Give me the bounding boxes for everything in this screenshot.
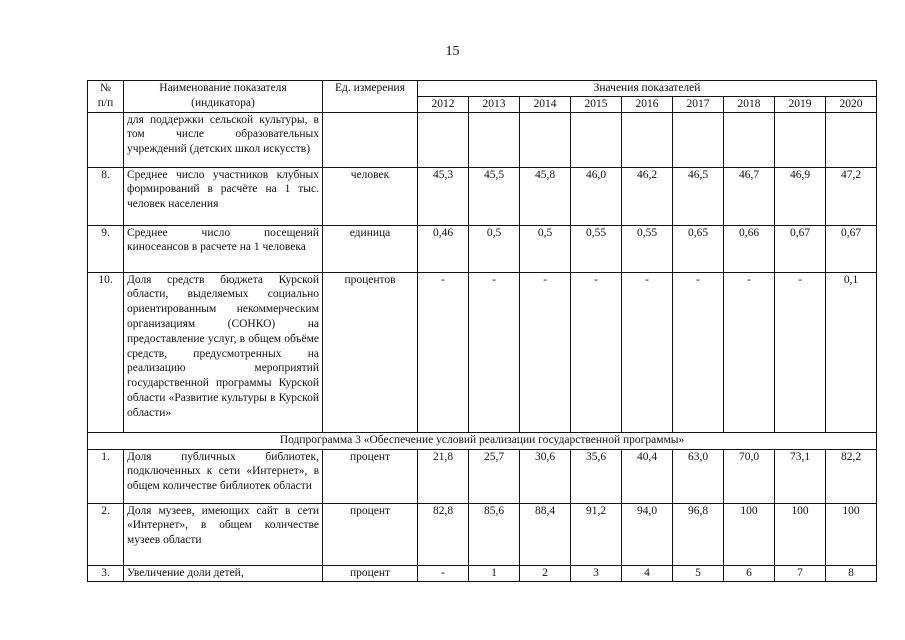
- indicator-value: 7: [775, 565, 826, 581]
- header-year: 2018: [724, 96, 775, 112]
- header-values-group: Значения показателей: [418, 81, 877, 97]
- indicator-value: 96,8: [673, 503, 724, 565]
- header-year: 2020: [826, 96, 877, 112]
- header-num: [88, 81, 124, 113]
- indicator-value: -: [775, 272, 826, 432]
- row-number: 9.: [88, 225, 124, 272]
- indicator-value: 82,2: [826, 449, 877, 503]
- indicator-value: 82,8: [418, 503, 469, 565]
- row-number: 3.: [88, 565, 124, 581]
- table-row: [88, 503, 877, 565]
- indicator-value: 6: [724, 565, 775, 581]
- indicator-value: -: [520, 272, 571, 432]
- indicator-value: [520, 112, 571, 167]
- header-year: 2017: [673, 96, 724, 112]
- section-title: Подпрограмма 3 «Обеспечение условий реализации государственной программы»: [88, 432, 877, 449]
- indicator-value: 40,4: [622, 449, 673, 503]
- header-unit: Ед. измерения: [323, 81, 418, 113]
- indicator-unit: процент: [323, 565, 418, 581]
- header-name-line1: Наименование показателя: [159, 82, 287, 94]
- row-number: 8.: [88, 167, 124, 225]
- table-row: [88, 112, 877, 167]
- indicator-value: 4: [622, 565, 673, 581]
- indicator-unit: процент: [323, 503, 418, 565]
- header-name-line2: (индикатора): [191, 96, 255, 109]
- indicator-value: 5: [673, 565, 724, 581]
- header-year: 2016: [622, 96, 673, 112]
- indicator-value: 100: [775, 503, 826, 565]
- table-row: [88, 449, 877, 503]
- indicator-value: 45,8: [520, 167, 571, 225]
- indicator-value: 100: [724, 503, 775, 565]
- indicator-name: Среднее число участников клубных формирований в расчёте на 1 тыс. человек населения: [124, 167, 323, 225]
- indicator-value: 8: [826, 565, 877, 581]
- indicator-value: 46,5: [673, 167, 724, 225]
- indicator-value: [469, 112, 520, 167]
- indicator-value: 70,0: [724, 449, 775, 503]
- row-number: 10.: [88, 272, 124, 432]
- indicator-value: 25,7: [469, 449, 520, 503]
- indicator-name: Доля средств бюджета Курской области, выделяемых социально ориентированным некоммерческим организациям (СОНКО) на предоставление услуг, в общем объёме средств, предусмотренных на реализацию мероприятий государственной программы Курской области «Развитие культуры в Курской области»: [124, 272, 323, 432]
- indicator-name: Увеличение доли детей,: [124, 565, 323, 581]
- indicator-value: [673, 112, 724, 167]
- indicator-value: -: [622, 272, 673, 432]
- indicator-value: 1: [469, 565, 520, 581]
- indicator-value: 0,5: [469, 225, 520, 272]
- indicator-value: 3: [571, 565, 622, 581]
- row-number: 2.: [88, 503, 124, 565]
- table-row: [88, 225, 877, 272]
- indicator-value: 21,8: [418, 449, 469, 503]
- header-num-line2: п/п: [97, 96, 114, 109]
- indicator-value: [571, 112, 622, 167]
- indicator-value: 0,55: [622, 225, 673, 272]
- indicator-value: [724, 112, 775, 167]
- indicator-value: -: [724, 272, 775, 432]
- indicator-value: -: [571, 272, 622, 432]
- indicator-value: 0,55: [571, 225, 622, 272]
- indicator-value: 0,1: [826, 272, 877, 432]
- indicator-value: 0,67: [826, 225, 877, 272]
- indicator-value: 0,65: [673, 225, 724, 272]
- indicator-value: 2: [520, 565, 571, 581]
- indicator-value: 47,2: [826, 167, 877, 225]
- indicator-value: 0,5: [520, 225, 571, 272]
- indicator-name: Среднее число посещений киносеансов в расчете на 1 человека: [124, 225, 323, 272]
- indicator-value: 63,0: [673, 449, 724, 503]
- indicator-unit: человек: [323, 167, 418, 225]
- indicator-unit: процент: [323, 449, 418, 503]
- indicator-value: 94,0: [622, 503, 673, 565]
- table-row: [88, 167, 877, 225]
- indicator-unit: [323, 112, 418, 167]
- indicator-value: 88,4: [520, 503, 571, 565]
- indicator-value: 73,1: [775, 449, 826, 503]
- indicator-value: 35,6: [571, 449, 622, 503]
- page-number: 15: [445, 44, 460, 59]
- indicator-value: 46,7: [724, 167, 775, 225]
- header-year: 2014: [520, 96, 571, 112]
- row-number: [88, 112, 124, 167]
- indicator-value: 30,6: [520, 449, 571, 503]
- table-row: [88, 565, 877, 581]
- header-name: [124, 81, 323, 113]
- indicator-value: 46,2: [622, 167, 673, 225]
- indicators-table: [87, 80, 877, 582]
- indicator-value: [622, 112, 673, 167]
- indicator-value: 0,67: [775, 225, 826, 272]
- indicator-value: 0,46: [418, 225, 469, 272]
- indicator-value: -: [418, 565, 469, 581]
- indicator-value: 0,66: [724, 225, 775, 272]
- indicator-value: 46,0: [571, 167, 622, 225]
- indicator-name: Доля музеев, имеющих сайт в сети «Интернет», в общем количестве музеев области: [124, 503, 323, 565]
- header-year: 2013: [469, 96, 520, 112]
- header-year: 2019: [775, 96, 826, 112]
- indicator-value: -: [673, 272, 724, 432]
- row-number: 1.: [88, 449, 124, 503]
- header-year: 2015: [571, 96, 622, 112]
- header-year: 2012: [418, 96, 469, 112]
- indicator-value: [775, 112, 826, 167]
- section-row: [88, 432, 877, 449]
- indicator-name: Доля публичных библиотек, подключенных к сети «Интернет», в общем количестве библиотек области: [124, 449, 323, 503]
- indicator-name: для поддержки сельской культуры, в том числе образовательных учреждений (детских школ искусств): [124, 112, 323, 167]
- indicator-unit: единица: [323, 225, 418, 272]
- indicator-value: 91,2: [571, 503, 622, 565]
- header-num-line1: №: [100, 82, 111, 94]
- indicator-value: -: [418, 272, 469, 432]
- indicator-value: 46,9: [775, 167, 826, 225]
- indicator-value: 45,5: [469, 167, 520, 225]
- indicator-value: [418, 112, 469, 167]
- indicator-value: 45,3: [418, 167, 469, 225]
- indicator-value: 100: [826, 503, 877, 565]
- table-row: [88, 272, 877, 432]
- indicator-value: [826, 112, 877, 167]
- indicator-value: -: [469, 272, 520, 432]
- indicator-value: 85,6: [469, 503, 520, 565]
- indicator-unit: процентов: [323, 272, 418, 432]
